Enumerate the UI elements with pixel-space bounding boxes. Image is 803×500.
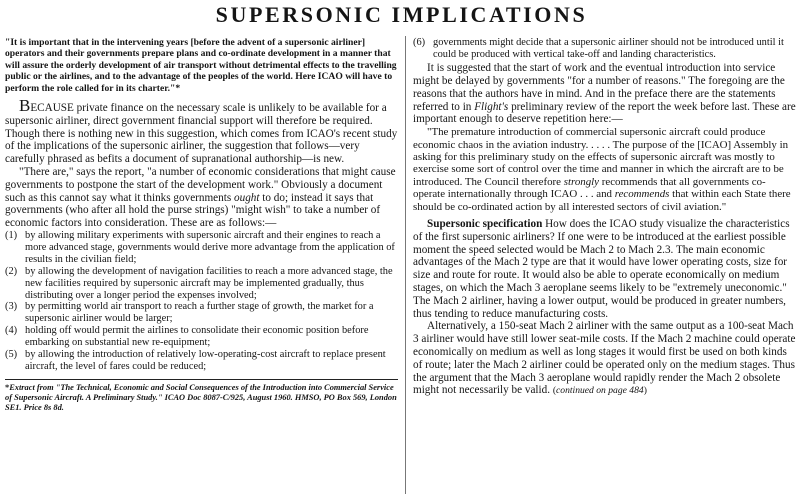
list-item bbox=[413, 37, 797, 60]
body-paragraph-4 bbox=[413, 218, 797, 320]
list-item bbox=[5, 266, 399, 302]
footnote-mark: * bbox=[5, 382, 10, 392]
paragraph-5-text: Alternatively, a 150-seat Mach 2 airliner with the same output as a 100-seat Mach 3 airliner would have still lower seat-mile costs. If the Mach 2 machine could operate economically on medium as well as long stages it would first be used on both kinds of route; later the Mach 2 airliner could be operated only on the medium stages. Thus the argument that the Mach 3 aeroplane would rapidly render the Mach 2 obsolete might not necessarily be valid. bbox=[413, 320, 796, 397]
quote-text-b: recommends that all governments co-operate internationally through ICAO . . . and bbox=[413, 175, 766, 201]
list-item bbox=[5, 230, 399, 266]
body-paragraph-2 bbox=[5, 166, 399, 230]
footnote-divider bbox=[5, 379, 398, 380]
list-item bbox=[5, 301, 399, 325]
footnote bbox=[5, 383, 399, 413]
list-item-number: (3) bbox=[5, 301, 18, 313]
emphasis-recommends: recommends bbox=[614, 188, 670, 201]
list-item-number: (4) bbox=[5, 325, 18, 337]
considerations-list-continued bbox=[413, 37, 797, 60]
list-item-text: holding off would permit the airlines to consolidate their economic position before embarking on substantial new re-equipment; bbox=[25, 325, 369, 349]
list-item bbox=[5, 325, 399, 349]
paragraph-3-text-a: It is suggested that the start of work and the eventual introduction into service might be delayed by governments "for a number of reasons." The foregoing are the reasons that the authors have in mind. And in the preface there are the statements referred to in bbox=[413, 62, 785, 113]
footnote-text: Extract from "The Technical, Economic and Social Consequences of the Introduction into Commercial Service of Supersonic Aircraft. A Preliminary Study." ICAO Doc 8087-C/925, August 1960. HMSO, PO Box 569, London SE1. Price 8s 8d. bbox=[5, 382, 397, 412]
list-item-text: by allowing the development of navigation facilities to reach a more advanced stage, the new facilities required by supersonic aircraft may be implemented gradually, thus distributing over a longer period the expenses involved; bbox=[25, 265, 393, 301]
list-item-text: governments might decide that a supersonic airliner should not be introduced until it could be produced with vertical take-off and landing characteristics. bbox=[433, 37, 784, 60]
paragraph-3-text-b: preliminary review of the report the week before last. These are important enough to deserve repetition here:— bbox=[413, 100, 796, 126]
preface-quote bbox=[413, 126, 797, 213]
continued-open-paren: ( bbox=[552, 385, 557, 397]
list-item-number: (6) bbox=[413, 37, 426, 48]
body-paragraph-3 bbox=[413, 62, 797, 126]
left-column bbox=[5, 37, 399, 413]
list-item bbox=[5, 349, 399, 373]
list-item-number: (1) bbox=[5, 230, 18, 241]
emphasis-flight: Flight's bbox=[474, 100, 509, 113]
continued-note bbox=[553, 385, 647, 396]
emphasis-strongly: strongly bbox=[563, 175, 600, 188]
paragraph-4-text: How does the ICAO study visualize the characteristics of the first supersonic airliners? If one were to be introduced at the earliest possible moment the speed selected would be Mach 2 to Mach 2.3. The main economic advantages of the Mach 2 type are that it would have lower operating costs, size for size and route for route. It would also be able to operate economically on medium stages, on which the Mach 3 aeroplane seems likely to be "extremely uneconomic." The Mach 2 airliner, having a lower output, would be produced in greater numbers, thus tending to reduce manufacturing costs. bbox=[413, 218, 790, 320]
list-item-number: (5) bbox=[5, 349, 18, 361]
list-item-text: by permitting world air transport to reach a further stage of growth, the market for a supersonic airliner would be larger; bbox=[25, 301, 374, 325]
paragraph-1-text: ECAUSE private finance on the necessary scale is unlikely to be available for a supersonic airliner, direct government financial support will therefore be required. Though there is nothing new in this suggestion, which comes from ICAO's recent study of the implications of the supersonic airliner, the suggestion that follows—very carefully phrased as befits a document of supranational authorship—is new. bbox=[5, 102, 398, 166]
right-column bbox=[413, 37, 797, 398]
body-paragraph-5 bbox=[413, 320, 797, 398]
paragraph-2-text-a: "There are," says the report, "a number of economic considerations that might cause governments to postpone the start of the development work." Obviously a document such as this cannot say what it thinks governments bbox=[5, 166, 396, 204]
list-item-text: by allowing the introduction of relatively low-operating-cost aircraft to replace present aircraft, the level of fares could be reduced; bbox=[25, 349, 386, 372]
continued-text: continued on page 484 bbox=[556, 385, 644, 397]
intro-quote: "It is important that in the intervening years [before the advent of a supersonic airliner] operators and their governments prepare plans and co-ordinate development in a manner that will assure the orderly development of air transport without detrimental effects to the travelling public or the airlines, and to the advantage of the peoples of the world. Here ICAO will have to perform the role called for in its charter."* bbox=[5, 37, 397, 94]
list-item-number: (2) bbox=[5, 265, 18, 277]
paragraph-2-text-b: to do; instead it says that governments (who after all hold the purse strings) "might wish" to take a number of economic factors into consideration. These are as follows:— bbox=[5, 191, 381, 230]
considerations-list bbox=[5, 230, 399, 373]
drop-cap: B bbox=[19, 96, 31, 116]
quote-text-a: "The premature introduction of commercial supersonic aircraft could produce economic chaos in the aviation industry. . . . . The purpose of the [ICAO] Assembly in asking for this preliminary study on the effects of supersonic aircraft was mostly to exercise some sort of control over the time and manner in which the aircraft are to be introduced. The Council therefore bbox=[413, 126, 789, 188]
section-heading: Supersonic specification bbox=[427, 218, 543, 231]
quote-text-c: that within each State there should be co-ordinated action by all interested sectors of civil aviation." bbox=[413, 188, 791, 213]
page-title: SUPERSONIC IMPLICATIONS bbox=[215, 2, 588, 27]
emphasis-ought: ought bbox=[234, 191, 260, 204]
body-paragraph-1 bbox=[5, 96, 399, 166]
column-divider bbox=[405, 36, 406, 494]
list-item-text: by allowing military experiments with supersonic aircraft and their engines to reach a more advanced stage, governments would derive more advantage from the application of results in the civilian field; bbox=[25, 230, 395, 265]
continued-close-paren: ) bbox=[643, 385, 647, 397]
